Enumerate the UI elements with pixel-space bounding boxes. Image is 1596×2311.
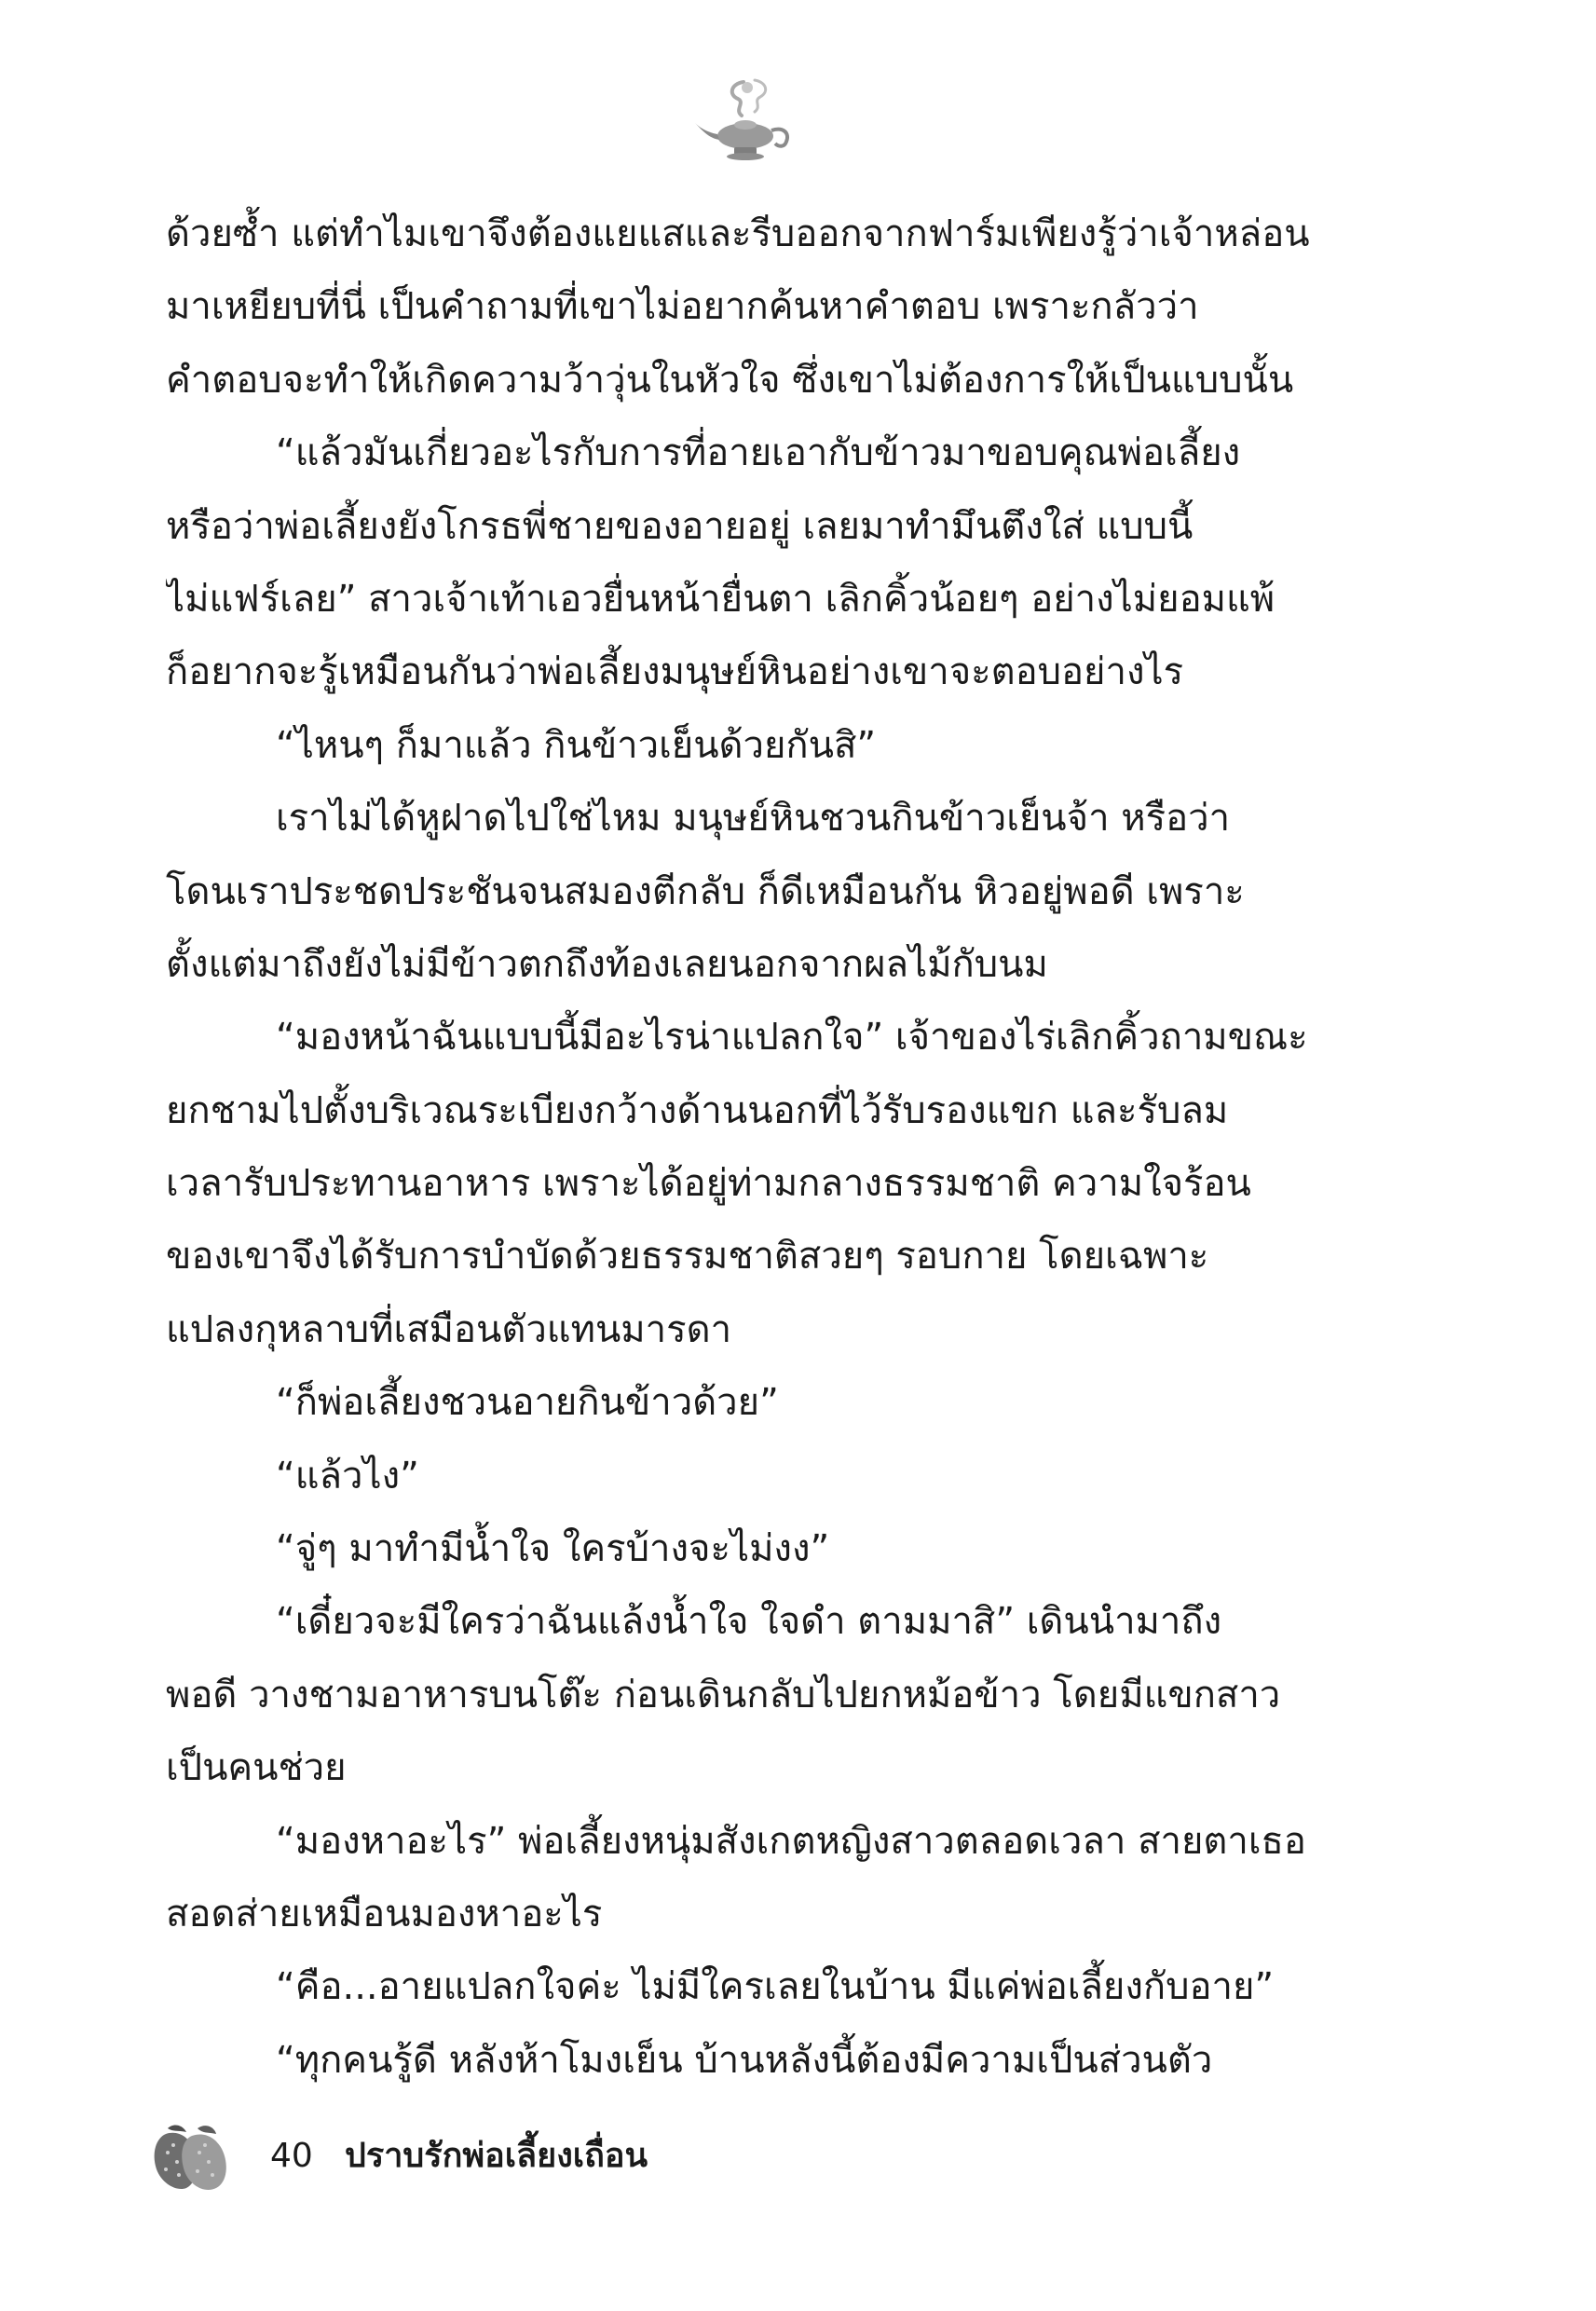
text-line: “ทุกคนรู้ดี หลังห้าโมงเย็น บ้านหลังนี้ต้องมีความเป็นส่วนตัว (276, 2038, 1213, 2082)
text-line: สอดส่ายเหมือนมองหาอะไร (166, 1892, 603, 1935)
text-line: “ไหนๆ ก็มาแล้ว กินข้าวเย็นด้วยกันสิ” (276, 723, 877, 767)
text-line: “ก็พ่อเลี้ยงชวนอายกินข้าวด้วย” (276, 1381, 779, 1425)
text-line: เป็นคนช่วย (166, 1746, 347, 1790)
text-line: ด้วยซ้ำ แต่ทำไมเขาจึงต้องแยแสและรีบออกจากฟาร์มเพียงรู้ว่าเจ้าหล่อน (166, 212, 1310, 255)
strawberry-icon (140, 2115, 242, 2199)
text-line: “มองหาอะไร” พ่อเลี้ยงหนุ่มสังเกตหญิงสาวตลอดเวลา สายตาเธอ (276, 1819, 1306, 1863)
text-line: หรือว่าพ่อเลี้ยงยังโกรธพี่ชายของอายอยู่ เลยมาทำมึนตึงใส่ แบบนี้ (166, 504, 1194, 548)
text-line: แปลงกุหลาบที่เสมือนตัวแทนมารดา (166, 1307, 732, 1351)
text-line: “คือ...อายแปลกใจค่ะ ไม่มีใครเลยในบ้าน มีแค่พ่อเลี้ยงกับอาย” (276, 1965, 1275, 2009)
text-line: มาเหยียบที่นี่ เป็นคำถามที่เขาไม่อยากค้นหาคำตอบ เพราะกลัวว่า (166, 285, 1199, 329)
page-number: 40 (270, 2137, 313, 2175)
page-footer (140, 2115, 885, 2199)
text-line: โดนเราประชดประชันจนสมองตีกลับ ก็ดีเหมือนกัน หิวอยู่พอดี เพราะ (166, 869, 1245, 913)
text-line: คำตอบจะทำให้เกิดความว้าวุ่นในหัวใจ ซึ่งเขาไม่ต้องการให้เป็นแบบนั้น (166, 358, 1294, 402)
book-title: ปราบรักพ่อเลี้ยงเถื่อน (345, 2137, 648, 2175)
text-line: “แล้วมันเกี่ยวอะไรกับการที่อายเอากับข้าวมาขอบคุณพ่อเลี้ยง (276, 431, 1241, 475)
text-line: ก็อยากจะรู้เหมือนกันว่าพ่อเลี้ยงมนุษย์หินอย่างเขาจะตอบอย่างไร (166, 650, 1184, 694)
text-line: “แล้วไง” (276, 1454, 419, 1497)
text-line: ยกชามไปตั้งบริเวณระเบียงกว้างด้านนอกที่ไว้รับรองแขก และรับลม (166, 1088, 1229, 1132)
text-line: ตั้งแต่มาถึงยังไม่มีข้าวตกถึงท้องเลยนอกจากผลไม้กับนม (166, 942, 1048, 986)
text-line: ของเขาจึงได้รับการบำบัดด้วยธรรมชาติสวยๆ รอบกาย โดยเฉพาะ (166, 1235, 1209, 1279)
text-line: “มองหน้าฉันแบบนี้มีอะไรน่าแปลกใจ” เจ้าของไร่เลิกคิ้วถามขณะ (276, 1016, 1308, 1060)
text-line: เราไม่ได้หูฝาดไปใช่ไหม มนุษย์หินชวนกินข้าวเย็นจ้า หรือว่า (276, 797, 1231, 841)
text-line: “เดี๋ยวจะมีใครว่าฉันแล้งน้ำใจ ใจดำ ตามมาสิ” เดินนำมาถึง (276, 1600, 1222, 1644)
text-line: ไม่แฟร์เลย” สาวเจ้าเท้าเอวยื่นหน้ายื่นตา เลิกคิ้วน้อยๆ อย่างไม่ยอมแพ้ (166, 577, 1275, 621)
text-line: “จู่ๆ มาทำมีน้ำใจ ใครบ้างจะไม่งง” (276, 1527, 830, 1571)
body-text (166, 198, 1330, 2097)
text-line: พอดี วางชามอาหารบนโต๊ะ ก่อนเดินกลับไปยกหม้อข้าว โดยมีแขกสาว (166, 1673, 1281, 1716)
genie-lamp-icon (689, 75, 801, 168)
text-line: เวลารับประทานอาหาร เพราะได้อยู่ท่ามกลางธรรมชาติ ความใจร้อน (166, 1162, 1251, 1206)
